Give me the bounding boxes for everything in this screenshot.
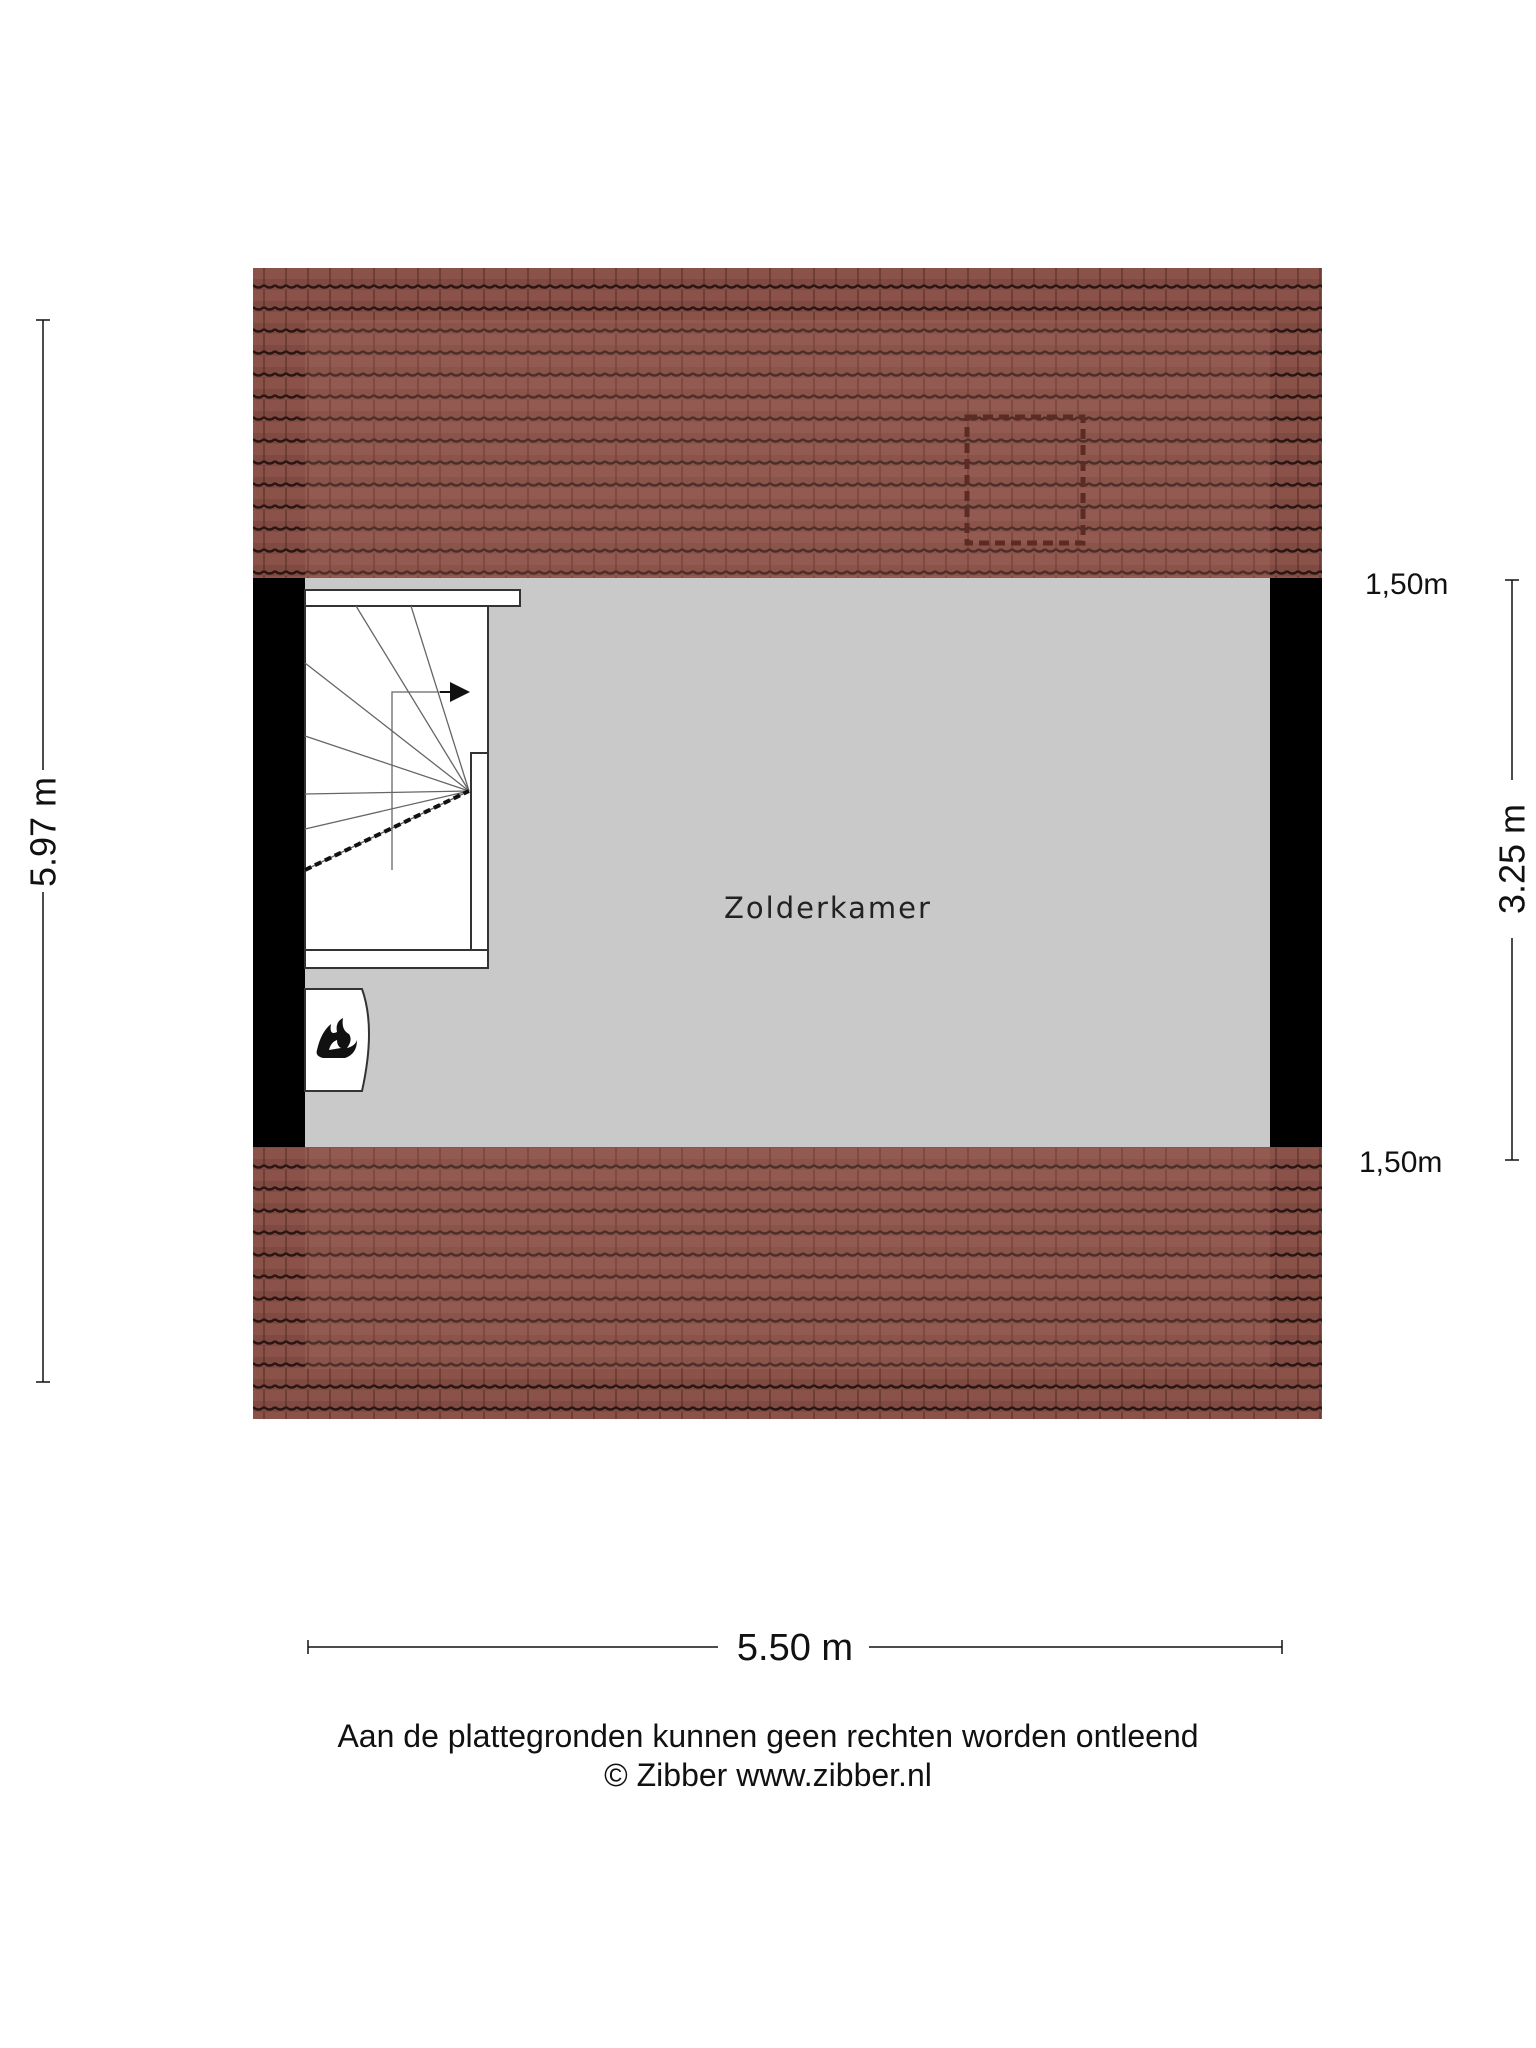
floor-depth-label: 3.25 m bbox=[1491, 803, 1533, 915]
top-low-height-label: 1,50m bbox=[1365, 568, 1449, 601]
disclaimer-text: Aan de plattegronden kunnen geen rechten worden ontleend bbox=[337, 1718, 1199, 1754]
roof-top bbox=[253, 268, 1322, 578]
heater bbox=[305, 989, 369, 1091]
total-width-label: 5.50 m bbox=[736, 1627, 854, 1669]
roof-bottom bbox=[253, 1147, 1322, 1419]
bottom-low-height-label: 1,50m bbox=[1359, 1146, 1443, 1179]
room-label: Zolderkamer bbox=[724, 891, 932, 925]
wall-left bbox=[253, 578, 305, 1147]
copyright-text: © Zibber www.zibber.nl bbox=[604, 1757, 932, 1793]
wall-right bbox=[1270, 578, 1322, 1147]
total-depth-label: 5.97 m bbox=[22, 776, 64, 888]
staircase bbox=[305, 590, 520, 968]
